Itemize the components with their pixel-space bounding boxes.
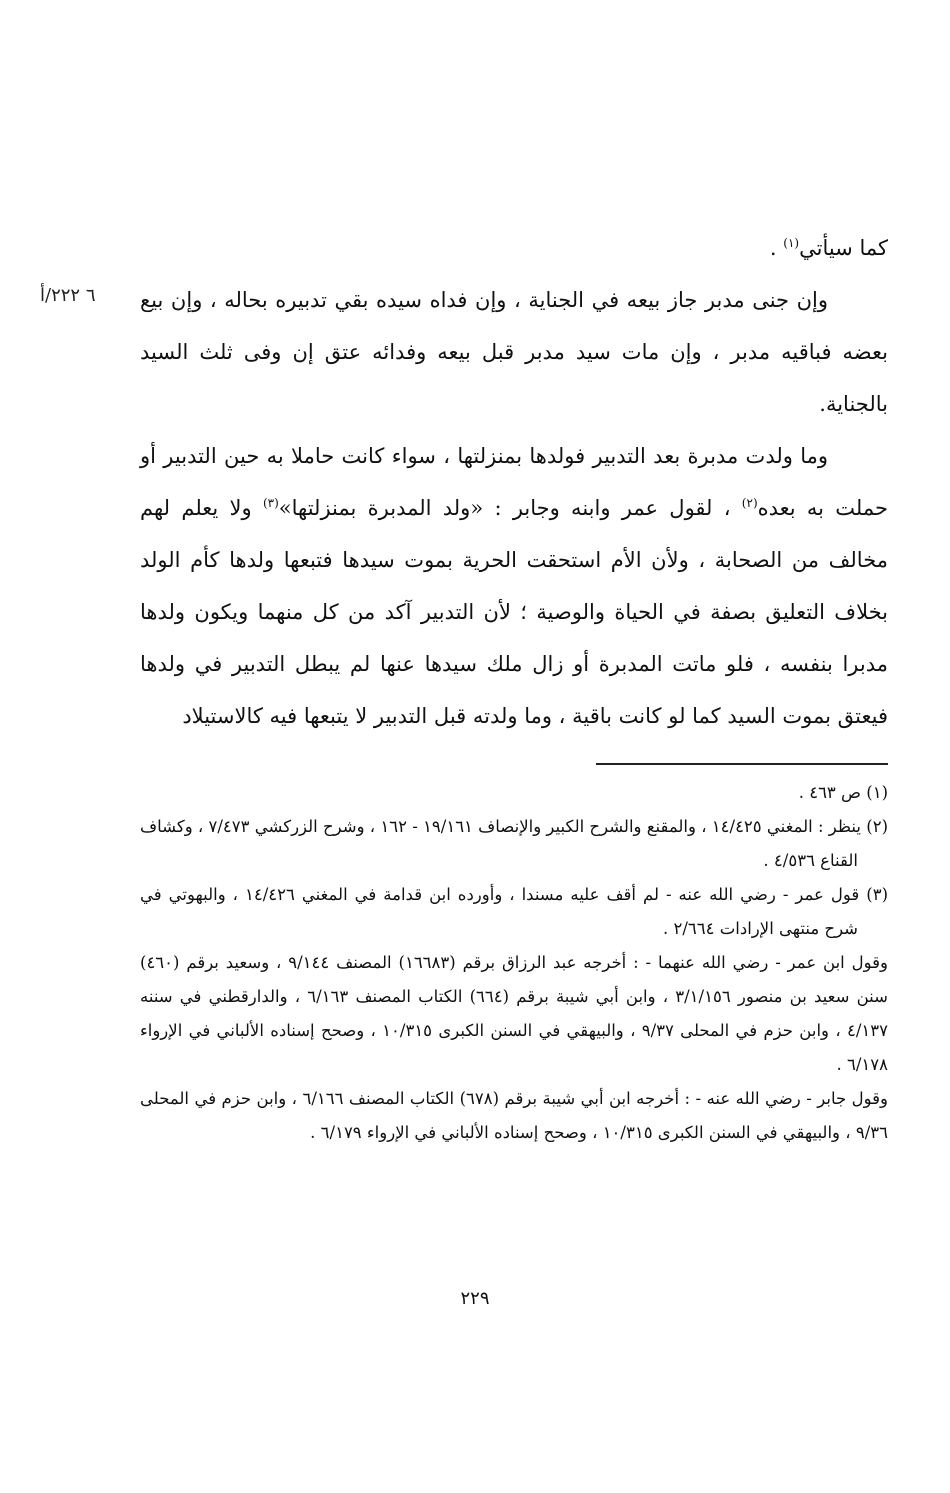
footnote-1: (١) ص ٤٦٣ . [798, 783, 888, 802]
paragraph-2: وإن جنى مدبر جاز بيعه في الجناية ، وإن فداه سيده بقي تدبيره بحاله ، وإن بيع بعضه فباقيه مدبر ، وإن مات سيد مدبر قبل بيعه وفدائه عتق إن وفى ثلث السيد بالجناية. [140, 288, 888, 416]
footnote-2: (٢) ينظر : المغني ١٤/٤٢٥ ، والمقنع والشرح الكبير والإنصاف ١٩/١٦١ - ١٦٢ ، وشرح الزركشي ٧/٤٧٣ ، وكشاف القناع ٤/٥٣٦ . [139, 817, 888, 870]
footnote-3: (٣) قول عمر - رضي الله عنه - لم أقف عليه مسندا ، وأورده ابن قدامة في المغني ١٤/٤٢٦ ، والبهوتي في شرح منتهى الإرادات ٢/٦٦٤ . [140, 885, 889, 938]
paragraph-3-part-c: ولا يعلم لهم مخالف من الصحابة ، ولأن الأم استحقت الحرية بموت سيدها فتبعها ولدها كأم الولد بخلاف التعليق بصفة في الحياة والوصية ؛ لأن التدبير آكد من كل منهما ويكون ولدها مدبرا بنفسه ، فلو ماتت المدبرة أو زال ملك سيدها عنها لم يبطل التدبير في ولدها فيعتق بموت السيد كما لو كانت باقية ، وما ولدته قبل التدبير لا يتبعها فيه كالاستيلاد [140, 496, 888, 728]
paragraph-1-end: . [769, 236, 784, 260]
page-number: ٢٢٩ [460, 1288, 490, 1309]
footnote-ref-2: (٢) [741, 496, 758, 510]
paragraph-3-part-b: ، لقول عمر وابنه وجابر : «ولد المدبرة بمنزلتها» [278, 496, 742, 520]
footnote-3-continuation-jabir: وقول جابر - رضي الله عنه - : أخرجه ابن أبي شيبة برقم (٦٧٨) الكتاب المصنف ٦/١٦٦ ، وابن حزم في المحلى ٩/٣٦ ، والبيهقي في السنن الكبرى ١٠/٣١٥ ، وصحح إسناده الألباني في الإرواء ٦/١٧٩ . [140, 1089, 888, 1142]
paragraph-1 [140, 222, 888, 274]
paragraph-3-part-a: وما ولدت مدبرة بعد التدبير فولدها بمنزلتها ، سواء كانت حاملا به حين التدبير أو حملت به بعده [140, 444, 889, 520]
footnote-ref-1: (١) [783, 236, 800, 250]
main-text [140, 222, 888, 742]
footnotes [140, 776, 888, 1150]
paragraph-1-text: كما سيأتي [799, 236, 888, 260]
footnote-ref-3: (٣) [262, 496, 279, 510]
margin-manuscript-ref: ٦ ٢٢٢/أ [40, 285, 96, 306]
footnote-3-continuation-ibn-umar: وقول ابن عمر - رضي الله عنهما - : أخرجه عبد الرزاق برقم (١٦٦٨٣) المصنف ٩/١٤٤ ، وسعيد برقم (٤٦٠) سنن سعيد بن منصور ٣/١/١٥٦ ، وابن أبي شيبة برقم (٦٦٤) الكتاب المصنف ٦/١٦٣ ، والدارقطني في سننه ٤/١٣٧ ، وابن حزم في المحلى ٩/٣٧ ، والبيهقي في السنن الكبرى ١٠/٣١٥ ، وصحح إسناده الألباني في الإرواء ٦/١٧٨ . [140, 953, 889, 1074]
paragraph-3 [140, 430, 888, 742]
footnote-separator [596, 763, 888, 765]
